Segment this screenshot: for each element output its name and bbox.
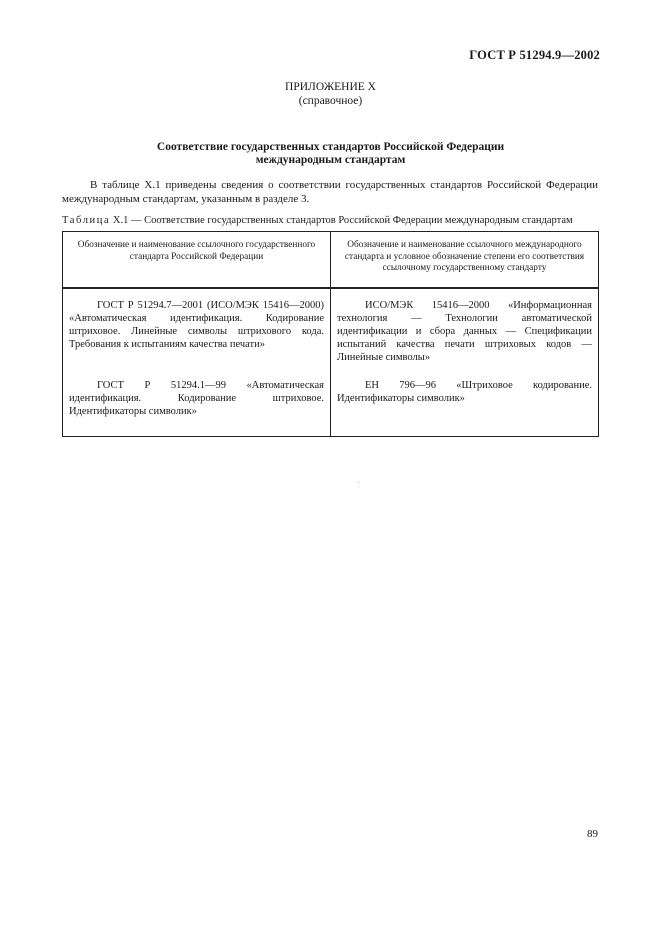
table-row: [63, 288, 599, 364]
scan-speck: [358, 482, 359, 483]
title-line-1: Соответствие государственных стандартов Российской Федерации: [156, 141, 505, 153]
header-national-standard: Обозначение и наименование ссылочного государственного стандарта Российской Федерации: [63, 232, 331, 288]
cell-national-standard: ГОСТ Р 51294.1—99 «Автоматическая идентификация. Кодирование штриховое. Идентификаторы символик»: [63, 364, 331, 437]
cell-international-standard: ЕН 796—96 «Штриховое кодирование. Идентификаторы символик»: [331, 364, 599, 437]
table-caption-prefix: Таблица: [62, 215, 111, 226]
table-caption: [62, 215, 622, 226]
correspondence-table: [62, 231, 599, 437]
appendix-label: ПРИЛОЖЕНИЕ X: [285, 81, 376, 93]
table-caption-text: X.1 — Соответствие государственных стандартов Российской Федерации международным стандартам: [112, 215, 573, 226]
document-code: ГОСТ Р 51294.9—2002: [469, 48, 600, 62]
appendix-title: [0, 141, 661, 167]
appendix-heading: [0, 80, 661, 108]
intro-paragraph: В таблице X.1 приведены сведения о соответствии государственных стандартов Российской Федерации международным стандартам, указанным в разделе 3.: [62, 179, 598, 205]
title-line-2: международным стандартам: [255, 154, 406, 166]
cell-international-standard: ИСО/МЭК 15416—2000 «Информационная технология — Технологии автоматической идентификации и сбора данных — Спецификации испытаний качества печати штриховых кодов — Линейные символы»: [331, 288, 599, 364]
page-number: 89: [587, 828, 598, 840]
table-row: [63, 364, 599, 437]
appendix-kind: (справочное): [298, 95, 363, 107]
cell-national-standard: ГОСТ Р 51294.7—2001 (ИСО/МЭК 15416—2000) «Автоматическая идентификация. Кодирование штриховое. Линейные символы штрихового кода. Требования к испытаниям качества печати»: [63, 288, 331, 364]
table-header-row: [63, 232, 599, 288]
header-international-standard: Обозначение и наименование ссылочного международного стандарта и условное обозначение степени его соответствия ссылочному государственному стандарту: [331, 232, 599, 288]
